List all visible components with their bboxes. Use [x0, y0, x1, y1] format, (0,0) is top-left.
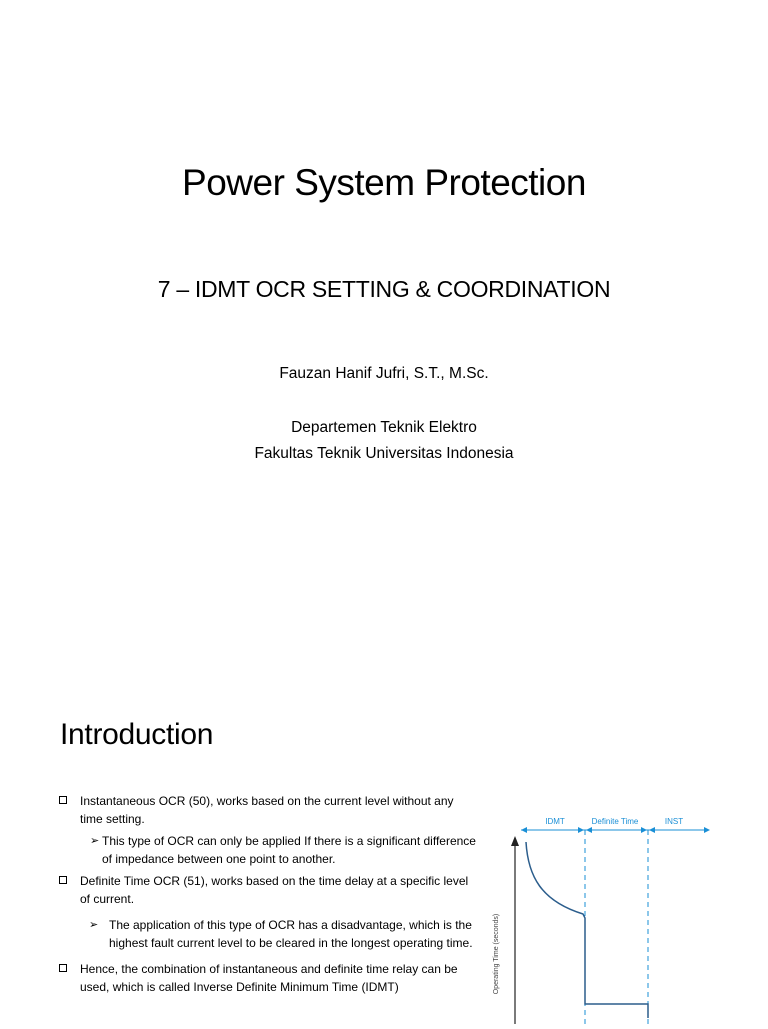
sub-bullet-item: [58, 916, 478, 952]
y-axis-label: Operating Time (seconds): [493, 913, 500, 995]
idmt-diagram-svg: [486, 806, 716, 1024]
bullet-item: [58, 872, 478, 908]
faculty-name: Fakultas Teknik Universitas Indonesia: [254, 445, 514, 462]
arrow-bullet-icon: ➢: [89, 919, 99, 931]
presentation-title: Power System Protection: [182, 162, 586, 203]
author-name: Fauzan Hanif Jufri, S.T., M.Sc.: [279, 365, 489, 382]
sub-bullet-text: This type of OCR can only be applied If there is a significant difference of impedance between one point to another.: [102, 834, 476, 866]
region-label-idmt: IDMT: [545, 817, 565, 826]
bullet-item: [58, 792, 478, 828]
slide-heading: Introduction: [60, 718, 214, 751]
arrow-bullet-icon: ➢: [90, 835, 100, 847]
sub-bullet-item: [58, 832, 478, 868]
bullet-text: Hence, the combination of instantaneous and definite time relay can be used, which is called Inverse Definite Minimum Time (IDMT): [80, 962, 458, 994]
department-name: Departemen Teknik Elektro: [291, 419, 477, 436]
checkbox-bullet-icon: [59, 796, 67, 804]
checkbox-bullet-icon: [59, 876, 67, 884]
diagram-background: [486, 806, 716, 1024]
sub-bullet-text: The application of this type of OCR has a disadvantage, which is the highest fault current level to be cleared in the longest operating time.: [109, 918, 473, 950]
region-label-definite-time: Definite Time: [591, 817, 639, 826]
bullet-text: Instantaneous OCR (50), works based on the current level without any time setting.: [80, 794, 454, 826]
bullet-item: [58, 960, 478, 996]
bullet-list: [58, 792, 478, 996]
checkbox-bullet-icon: [59, 964, 67, 972]
introduction-slide: [0, 686, 768, 1024]
region-label-inst: INST: [664, 817, 684, 826]
presentation-subtitle: 7 – IDMT OCR SETTING & COORDINATION: [157, 276, 611, 302]
bullet-text: Definite Time OCR (51), works based on the time delay at a specific level of current.: [80, 874, 469, 906]
idmt-characteristic-diagram: [486, 806, 716, 1024]
